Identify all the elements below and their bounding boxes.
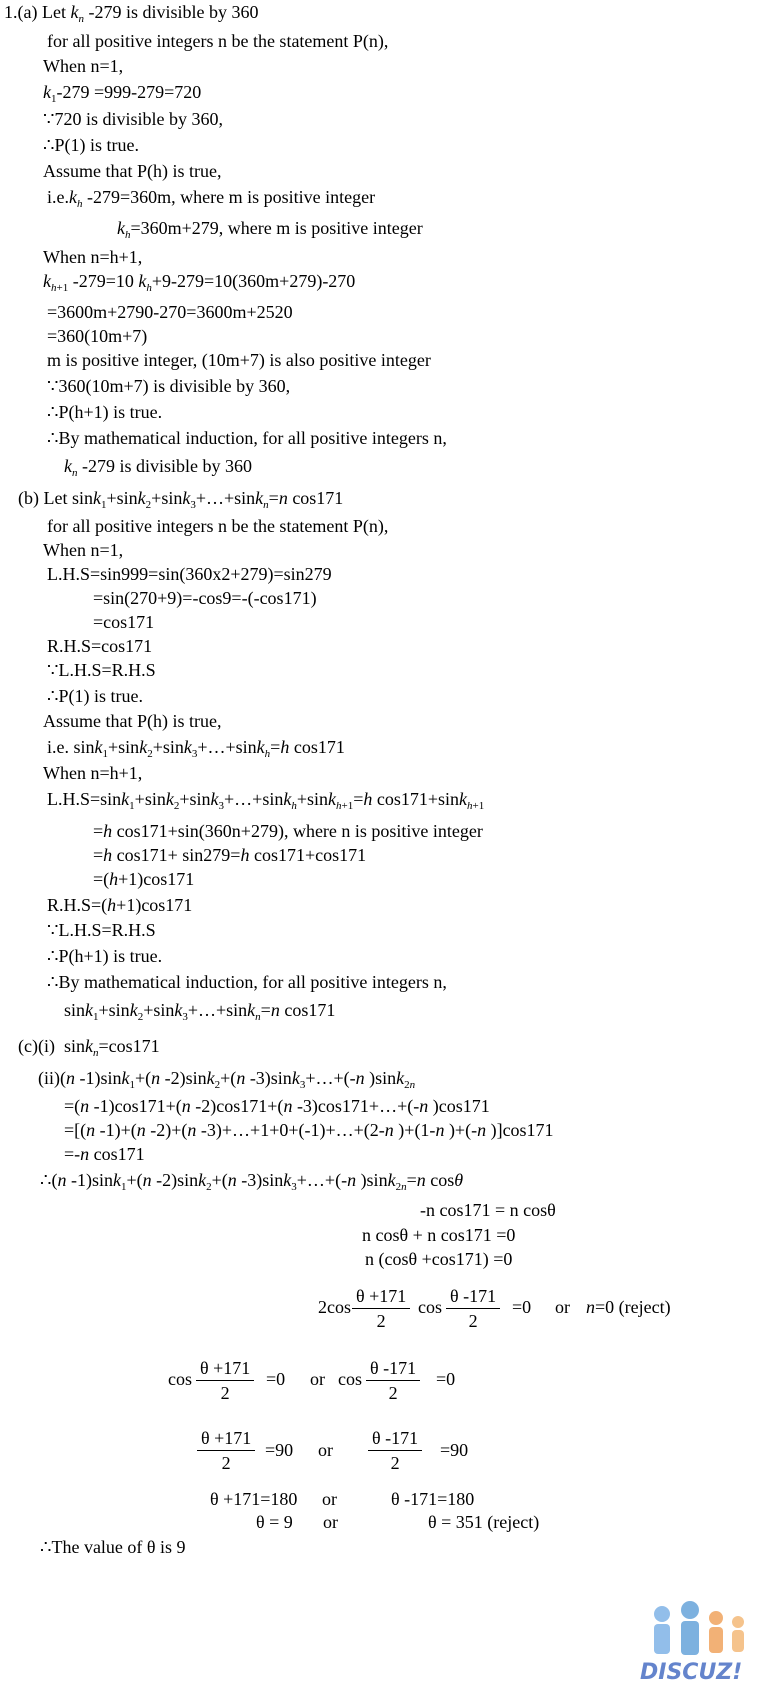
n-zero-reject: n=0 (reject) [586,1297,671,1317]
or-label: or [310,1369,325,1389]
cos-label: cos [418,1297,442,1317]
or-label: or [322,1489,337,1509]
part-b-line-10: Assume that P(h) is true, [43,711,222,731]
part-a-line-10: When n=h+1, [43,247,143,267]
part-b-line-18: ∵L.H.S=R.H.S [47,920,156,940]
part-b-line-8: ∵L.H.S=R.H.S [47,660,156,680]
part-a-line-17: ∴By mathematical induction, for all positive integers n, [47,428,447,448]
part-a-line-14: m is positive integer, (10m+7) is also positive integer [47,350,431,370]
part-b-line-11: i.e. sink$_1$+sink$_2$+sink$_3$+…+sink$_h$=h cos171 [47,737,345,760]
part-c-line-4: =[(n -1)+(n -2)+(n -3)+…+1+0+(-1)+…+(2-n )+(1-n )+(-n )]cos171 [64,1120,554,1140]
part-b-line-2: for all positive integers n be the statement P(n), [47,516,389,536]
two-cos-label: 2cos [318,1297,351,1317]
theta-351-reject: θ = 351 (reject) [428,1512,540,1532]
part-b-line-12: When n=h+1, [43,763,143,783]
equals-zero: =0 [436,1369,456,1389]
part-c-line-6: ∴(n -1)sink$_1$+(n -2)sink$_2$+(n -3)sink$_3$+…+(-n )sink$_{2n}$=n cosθ [40,1170,464,1193]
part-a-line-12: =3600m+2790-270=3600m+2520 [47,302,293,322]
part-a-line-8: $i.e.k_h$ -279=360m, where m is positive integer [47,187,376,210]
part-b-line-3: When n=1, [43,540,124,560]
part-c-line-2: (ii)(n -1)sink$_1$+(n -2)sink$_2$+(n -3)sink$_3$+…+(-n )sink$_{2n}$ [38,1068,416,1091]
part-b-line-17: R.H.S=(h+1)cos171 [47,895,193,915]
final-answer: ∴The value of θ is 9 [40,1537,186,1557]
part-b-line-19: ∴P(h+1) is true. [47,946,163,966]
part-b-line-20: ∴By mathematical induction, for all positive integers n, [47,972,447,992]
part-a-line-4: $k_1-279 =999-279=720$ [43,82,202,105]
cos-label: cos [338,1369,362,1389]
fraction-theta-plus: $\frac{\theta +171}{2}$ [196,1358,254,1403]
fraction-theta-plus: $\frac{\theta +171}{2}$ [352,1286,410,1331]
part-a-line-18: $k_n$ -279 is divisible by 360 [64,456,252,479]
part-c-eq-1: -n cos171 = n cosθ [420,1200,556,1220]
solution-plus: θ +171=180 [210,1489,298,1509]
part-c-eq-2: n cosθ + n cos171 =0 [362,1225,516,1245]
equals-ninety: =90 [265,1440,294,1460]
part-b-line-7: R.H.S=cos171 [47,636,153,656]
equals-zero: =0 [266,1369,286,1389]
part-b-line-4: L.H.S=sin999=sin(360x2+279)=sin279 [47,564,332,584]
equals-zero: =0 [512,1297,532,1317]
or-label: or [555,1297,570,1317]
part-a-line-2: for all positive integers n be the statement P(n), [47,31,389,51]
part-b-line-21: sink$_1$+sink$_2$+sink$_3$+…+sink$_n$=n cos171 [64,1000,336,1023]
part-b-line-5: =sin(270+9)=-cos9=-(-cos171) [93,588,317,608]
part-b-line-15: =h cos171+ sin279=h cos171+cos171 [93,845,367,865]
part-b-line-6: =cos171 [93,612,155,632]
part-b-line-9: ∴P(1) is true. [47,686,143,706]
part-b-line-16: =(h+1)cos171 [93,869,195,889]
discuz-watermark-logo [640,1600,760,1690]
fraction-theta-plus: $\frac{\theta +171}{2}$ [197,1428,255,1473]
part-a-line-16: ∴P(h+1) is true. [47,402,163,422]
part-a-line-13: =360(10m+7) [47,326,148,346]
part-a-line-11: $k_{h+1}$ -279=10 $k_h+9-279=10(360m+279)-270$ [43,271,356,294]
equals-ninety: =90 [440,1440,469,1460]
cos-label: cos [168,1369,192,1389]
part-a-line-3: When n=1, [43,56,124,76]
part-c-line-1: (c)(i) sink$_n$=cos171 [18,1036,160,1059]
fraction-theta-minus: $\frac{\theta -171}{2}$ [446,1286,500,1331]
part-a-line-5: ∵720 is divisible by 360, [43,109,223,129]
part-a-line-7: Assume that P(h) is true, [43,161,222,181]
part-a-line-9: $k_h=360m+279$, where m is positive integer [117,218,423,241]
part-a-line-6: ∴P(1) is true. [43,135,139,155]
part-a-line-1: 1.(a) Let $k_n$ -279 is divisible by 360 [4,2,259,25]
fraction-theta-minus: $\frac{\theta -171}{2}$ [368,1428,422,1473]
watermark-text: DISCUZ! [640,1660,743,1685]
part-b-line-14: =h cos171+sin(360n+279), where n is positive integer [93,821,483,841]
part-c-line-3: =(n -1)cos171+(n -2)cos171+(n -3)cos171+…+(-n )cos171 [64,1096,490,1116]
part-c-line-5: =-n cos171 [64,1144,145,1164]
theta-nine: θ = 9 [256,1512,293,1532]
part-b-line-13: L.H.S=sink$_1$+sink$_2$+sink$_3$+…+sink$_h$+sink$_{h+1}$=h cos171+sink$_{h+1}$ [47,789,485,812]
fraction-theta-minus: $\frac{\theta -171}{2}$ [366,1358,420,1403]
part-c-eq-3: n (cosθ +cos171) =0 [365,1249,513,1269]
or-label: or [318,1440,333,1460]
or-label: or [323,1512,338,1532]
part-b-line-1: (b) Let sink$_1$+sink$_2$+sink$_3$+…+sink$_n$=n cos171 [18,488,344,511]
part-a-line-15: ∵360(10m+7) is divisible by 360, [47,376,291,396]
solution-minus: θ -171=180 [391,1489,475,1509]
